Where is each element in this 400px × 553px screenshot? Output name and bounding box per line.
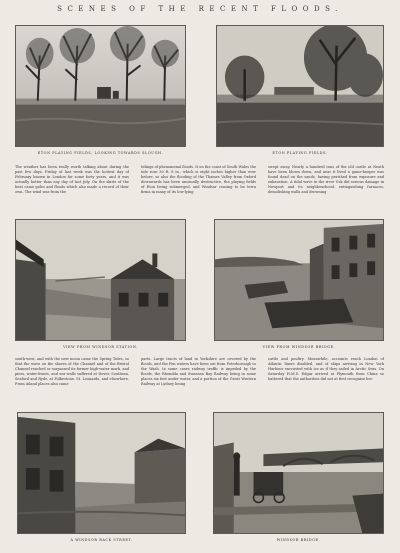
photo-windsor-back-street bbox=[17, 412, 186, 534]
photo-caption: VIEW FROM WINDSOR BRIDGE. bbox=[262, 345, 336, 349]
photo-caption: ETON PLAYING FIELDS. bbox=[272, 151, 328, 155]
page-title: SCENES OF THE RECENT FLOODS. bbox=[57, 5, 343, 13]
photo-caption: A WINDSOR BACK STREET. bbox=[70, 538, 133, 542]
photo-windsor-bridge-view bbox=[214, 219, 384, 341]
photo-windsor-bridge bbox=[213, 412, 384, 534]
article-text-column: south-west, and with the new moon came the Spring Tides, so that the wave on the shores of the Channel and of the Bristol Channel reached or surpassed its former high-water mark, and piers, water-fronts, and sea-walls suffered at Dover, Southsea, Seaford and Ryde, at Folkestone, St. Leonards, and elsewhere. From inland places also came bbox=[15, 357, 129, 387]
photo-windsor-station bbox=[15, 219, 186, 341]
article-text-column: parts. Large tracts of land in Yorkshire are covered by the floods, and the Fen waters have been out from Peterborough to the Wash. In some cases railway traffic is impeded by the floods, the Rhondda and Swansea Bay Railway being in some places six feet under water, and a portion of the Great Western Railway at Lydney being bbox=[141, 357, 256, 387]
article-text-column: cattle and poultry. Meanwhile, accounts reach London of Atlantic liners disabled, and of ships arriving in New York Harbour encrusted with ice as if they sailed in Arctic Seas. On Saturday H.M.S. Edgar arrived at Plymouth from China so battered that the authorities did not at first recognise her. bbox=[268, 357, 384, 382]
photo-eton-fields bbox=[216, 25, 384, 147]
photo-caption: ETON PLAYING FIELDS, LOOKING TOWARDS SLOUGH. bbox=[37, 151, 164, 155]
article-text-column: The weather has been really worth talking about during the past few days. Friday of last week was the hottest day of February known in London for some forty years, and it was actually hotter than any day of last July. On the skirts of the heat came gales and floods which also made a record of their own. The wind was from the bbox=[15, 165, 129, 195]
photo-caption: VIEW FROM WINDSOR STATION. bbox=[63, 345, 138, 349]
article-text-column: swept away. Nearly a hundred tons of the old castle at Neath have been blown down, and near it lived a game-keeper was found dead on the sands, having perished from exposure and exhaustion. A tidal wave in the river Usk did serious damage in Newport and its neighbourhood, extinguishing furnaces, demolishing walls and drowning bbox=[268, 165, 384, 195]
photo-eton-fields-slough bbox=[15, 25, 186, 147]
article-text-column: tidings of phenomenal floods. It on the coast of South Wales the tide rose 30 ft. 8 in., which is eight inches higher than ever before, so also the flooding of the Thames Valley from Oxford downwards has been unusually destructive, the playing fields of Eton being submerged, and Windsor ceasing to be terra firma in many of its low-lying bbox=[141, 165, 256, 195]
photo-caption: WINDSOR BRIDGE. bbox=[276, 538, 321, 542]
